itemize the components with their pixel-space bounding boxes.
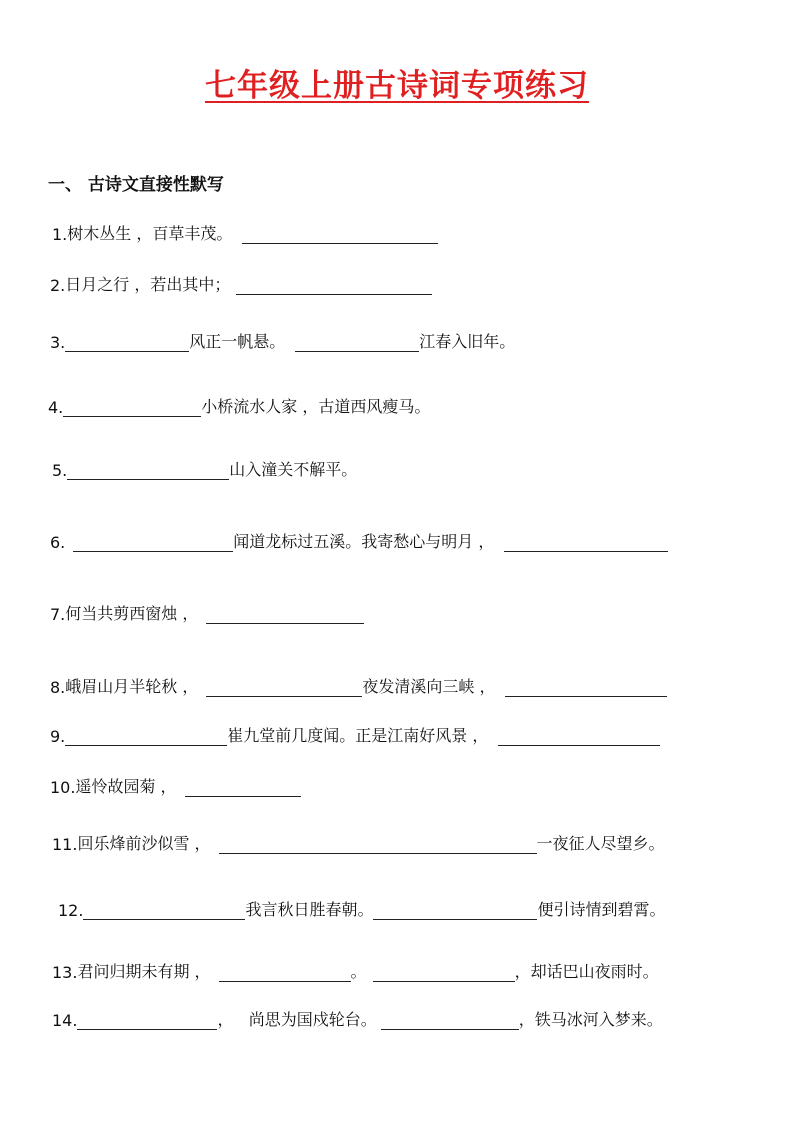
question-text: 风正一帆悬。 — [189, 332, 286, 351]
question-3 — [50, 328, 515, 352]
question-text: 日月之行 ，若出其中； — [65, 275, 231, 294]
question-number: 11. — [52, 835, 78, 854]
question-14 — [52, 1006, 663, 1030]
question-12 — [58, 896, 665, 920]
question-number: 5. — [52, 461, 68, 480]
question-text: ，铁马冰河入梦来。 — [518, 1010, 663, 1029]
question-text: 便引诗情到碧霄。 — [537, 900, 666, 919]
question-4 — [48, 393, 430, 417]
question-9 — [50, 722, 660, 746]
question-number: 13. — [52, 963, 78, 982]
question-text: 崔九堂前几度闻。正是江南好风景 ， — [227, 726, 489, 745]
answer-blank[interactable] — [242, 225, 438, 244]
question-6 — [50, 528, 668, 552]
question-1 — [52, 220, 438, 244]
answer-blank[interactable] — [295, 333, 419, 352]
question-7 — [50, 600, 364, 624]
question-text: ，却话巴山夜雨时。 — [514, 962, 659, 981]
question-2 — [50, 271, 432, 295]
answer-blank[interactable] — [77, 1011, 217, 1030]
question-text: 何当共剪西窗烛 ， — [65, 604, 199, 623]
answer-blank[interactable] — [65, 333, 189, 352]
question-10 — [50, 773, 301, 797]
question-text: 一夜征人尽望乡。 — [536, 834, 665, 853]
question-number: 9. — [50, 727, 66, 746]
question-text: 闻道龙标过五溪。我寄愁心与明月 ， — [233, 532, 495, 551]
question-number: 2. — [50, 276, 66, 295]
question-number: 14. — [52, 1011, 78, 1030]
question-number: 4. — [48, 398, 64, 417]
question-number: 6. — [50, 533, 66, 552]
page-title: 七年级上册古诗词专项练习 — [205, 68, 589, 104]
question-text: 树木丛生 ，百草丰茂。 — [67, 224, 233, 243]
question-text: ， 尚思为国戍轮台。 — [217, 1010, 377, 1029]
question-number: 8. — [50, 678, 66, 697]
question-text: 遥怜故园菊 ， — [75, 777, 177, 796]
answer-blank[interactable] — [185, 778, 301, 797]
page-title-wrap — [0, 60, 794, 105]
question-number: 7. — [50, 605, 66, 624]
answer-blank[interactable] — [504, 533, 668, 552]
question-11 — [52, 830, 665, 854]
question-text: 。 — [350, 962, 367, 981]
answer-blank[interactable] — [83, 901, 245, 920]
answer-blank[interactable] — [65, 727, 227, 746]
question-8 — [50, 673, 667, 697]
section-heading: 一、 古诗文直接性默写 — [48, 175, 224, 195]
answer-blank[interactable] — [219, 963, 351, 982]
question-text: 山入潼关不解平。 — [229, 460, 358, 479]
answer-blank[interactable] — [219, 835, 537, 854]
answer-blank[interactable] — [373, 901, 537, 920]
question-text: 峨眉山月半轮秋 ， — [65, 677, 199, 696]
answer-blank[interactable] — [67, 461, 229, 480]
answer-blank[interactable] — [206, 605, 364, 624]
question-text: 回乐烽前沙似雪 ， — [77, 834, 211, 853]
question-number: 1. — [52, 225, 68, 244]
question-number: 3. — [50, 333, 66, 352]
answer-blank[interactable] — [63, 398, 201, 417]
question-text: 江春入旧年。 — [419, 332, 516, 351]
answer-blank[interactable] — [505, 678, 667, 697]
answer-blank[interactable] — [206, 678, 362, 697]
question-text: 我言秋日胜春朝。 — [245, 900, 374, 919]
answer-blank[interactable] — [381, 1011, 519, 1030]
question-5 — [52, 456, 357, 480]
answer-blank[interactable] — [73, 533, 233, 552]
question-text: 君问归期未有期 ， — [77, 962, 211, 981]
answer-blank[interactable] — [498, 727, 660, 746]
question-13 — [52, 958, 659, 982]
answer-blank[interactable] — [236, 276, 432, 295]
answer-blank[interactable] — [373, 963, 515, 982]
question-number: 10. — [50, 778, 76, 797]
question-number: 12. — [58, 901, 84, 920]
question-text: 夜发清溪向三峡 ， — [362, 677, 496, 696]
question-text: 小桥流水人家 ，古道西风瘦马。 — [201, 397, 431, 416]
